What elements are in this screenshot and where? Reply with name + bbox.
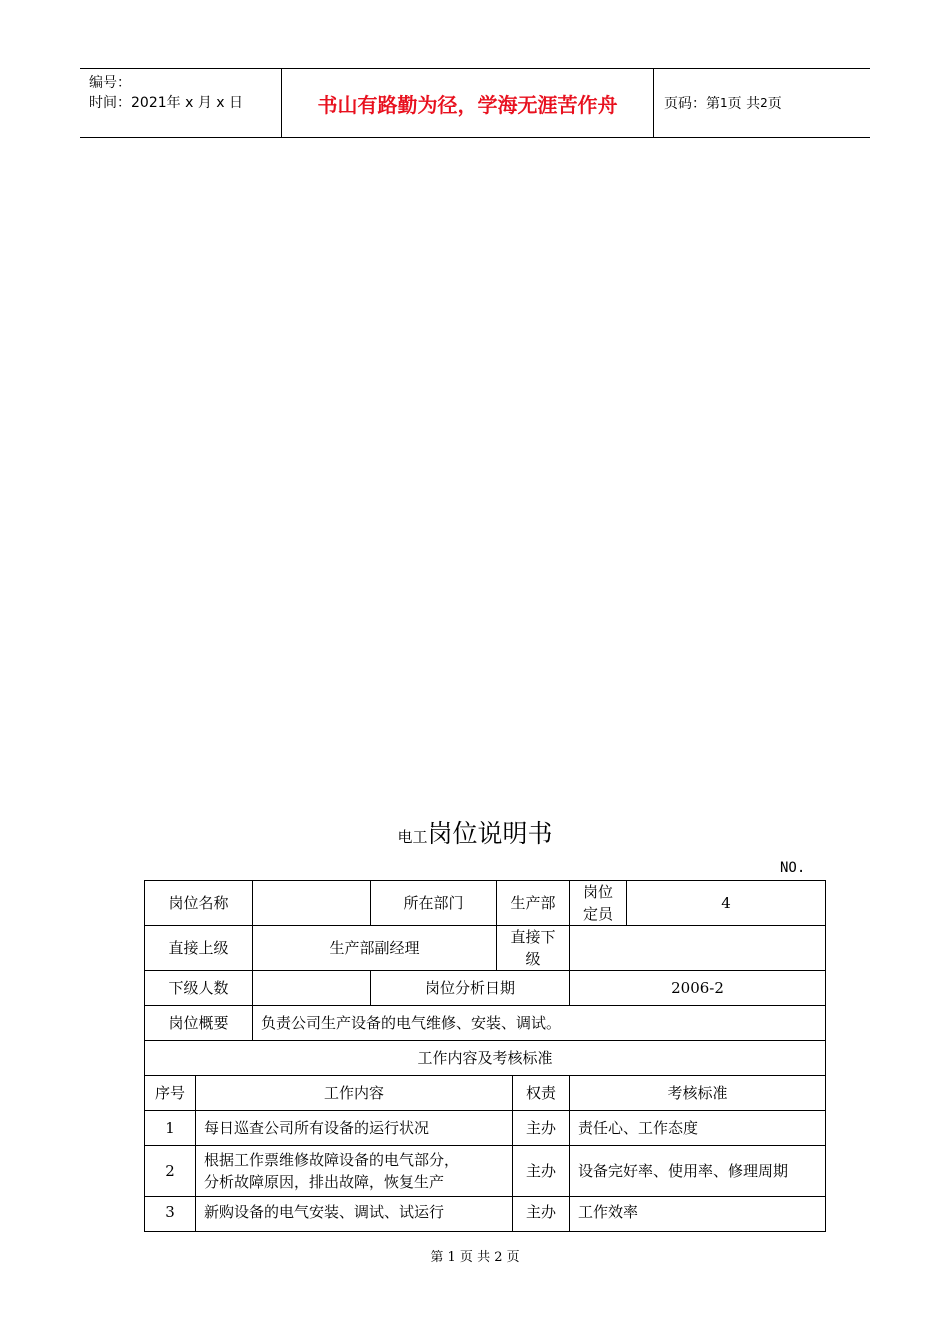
row-seq: 2 bbox=[145, 1146, 196, 1197]
quota-value: 4 bbox=[627, 881, 826, 926]
title-prefix: 电工 bbox=[397, 828, 428, 846]
row-duty: 主办 bbox=[513, 1111, 570, 1146]
header-page-number: 页码：第 1 页 共 2 页 bbox=[664, 96, 782, 112]
row-content: 根据工作票维修故障设备的电气部分， 分析故障原因，排出故障，恢复生产 bbox=[196, 1146, 513, 1197]
row-content: 每日巡查公司所有设备的运行状况 bbox=[196, 1111, 513, 1146]
table-row bbox=[145, 926, 826, 971]
subordinate-label: 直接下级 bbox=[497, 926, 570, 971]
summary-label: 岗位概要 bbox=[145, 1006, 253, 1041]
section-title: 工作内容及考核标准 bbox=[145, 1041, 826, 1076]
table-row bbox=[145, 1146, 826, 1197]
table-header-row bbox=[145, 1076, 826, 1111]
analysis-date-label: 岗位分析日期 bbox=[371, 971, 570, 1006]
header-meta bbox=[80, 69, 282, 137]
row-seq: 3 bbox=[145, 1197, 196, 1232]
sub-count-label: 下级人数 bbox=[145, 971, 253, 1006]
dept-value: 生产部 bbox=[497, 881, 570, 926]
subordinate-value bbox=[570, 926, 826, 971]
summary-value: 负责公司生产设备的电气维修、安装、调试。 bbox=[253, 1006, 826, 1041]
serial-label: 编号： bbox=[89, 75, 131, 91]
title-main: 岗位说明书 bbox=[427, 819, 553, 848]
dept-label: 所在部门 bbox=[371, 881, 497, 926]
row-standard: 责任心、工作态度 bbox=[570, 1111, 826, 1146]
col-content-header: 工作内容 bbox=[196, 1076, 513, 1111]
table-row bbox=[145, 881, 826, 926]
time-line: 时间：2021年 x 月 x 日 bbox=[89, 95, 244, 111]
superior-label: 直接上级 bbox=[145, 926, 253, 971]
row-duty: 主办 bbox=[513, 1197, 570, 1232]
row-standard: 设备完好率、使用率、修理周期 bbox=[570, 1146, 826, 1197]
row-standard: 工作效率 bbox=[570, 1197, 826, 1232]
table-row bbox=[145, 1111, 826, 1146]
no-label: NO. bbox=[780, 860, 806, 876]
quota-label: 岗位定员 bbox=[570, 881, 627, 926]
row-content: 新购设备的电气安装、调试、试运行 bbox=[196, 1197, 513, 1232]
analysis-date-value: 2006-2 bbox=[570, 971, 826, 1006]
table-row bbox=[145, 1197, 826, 1232]
table-row bbox=[145, 971, 826, 1006]
post-name-label: 岗位名称 bbox=[145, 881, 253, 926]
post-name-value bbox=[253, 881, 371, 926]
superior-value: 生产部副经理 bbox=[253, 926, 497, 971]
col-seq-header: 序号 bbox=[145, 1076, 196, 1111]
header-motto: 书山有路勤为径，学海无涯苦作舟 bbox=[281, 69, 654, 137]
col-duty-header: 权责 bbox=[513, 1076, 570, 1111]
row-seq: 1 bbox=[145, 1111, 196, 1146]
table-row bbox=[145, 1006, 826, 1041]
table-row bbox=[145, 1041, 826, 1076]
job-description-table bbox=[144, 880, 825, 1232]
col-standard-header: 考核标准 bbox=[570, 1076, 826, 1111]
page-header bbox=[80, 68, 870, 138]
sub-count-value bbox=[253, 971, 371, 1006]
row-duty: 主办 bbox=[513, 1146, 570, 1197]
document-title bbox=[0, 814, 950, 850]
page-footer: 第 1 页 共 2 页 bbox=[430, 1250, 520, 1265]
